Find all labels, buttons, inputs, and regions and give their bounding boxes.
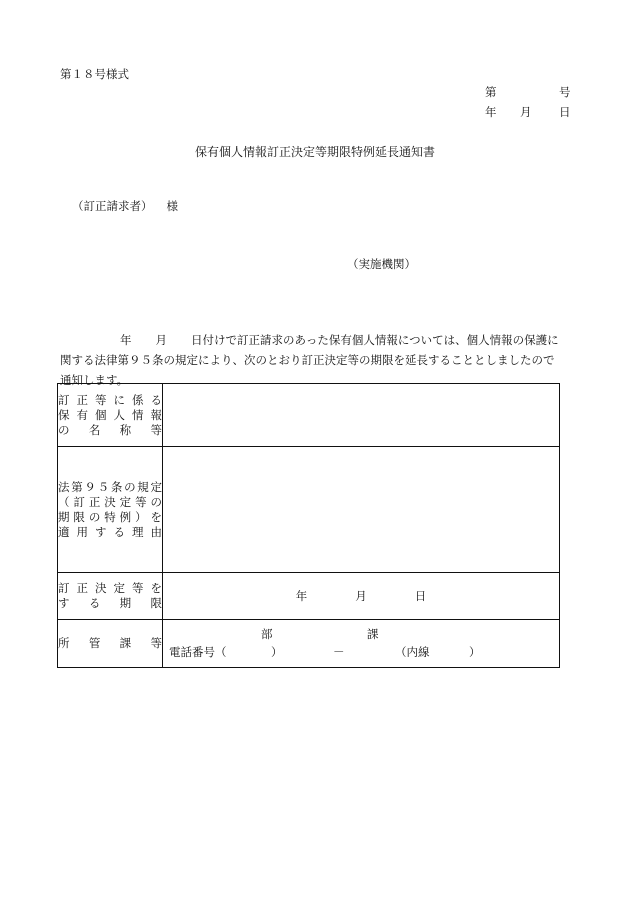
notice-body-line-2: 関する法律第９５条の規定により、次のとおり訂正決定等の期限を延長することとしましたので	[60, 353, 555, 367]
notice-body-line-1	[62, 330, 582, 350]
table-row-department	[58, 620, 560, 668]
issue-date-month: 月	[520, 105, 532, 119]
telephone-close-paren: ）	[271, 644, 283, 659]
notice-form-table	[57, 383, 560, 668]
reason-label: 法第９５条の規定 （訂正決定等の 期限の特例）を 適用する理由	[58, 447, 163, 573]
notice-body-line-3: 通知します。	[60, 373, 129, 387]
deadline-day: 日	[414, 589, 427, 603]
telephone-dash: －	[333, 644, 345, 659]
deadline-value-cell[interactable]	[163, 573, 560, 620]
table-row-deadline	[58, 573, 560, 620]
department-label: 所 管 課 等	[58, 620, 163, 668]
telephone-line	[163, 644, 559, 662]
telephone-label: 電話番号（	[169, 644, 227, 659]
implementing-agency: （実施機関）	[347, 257, 416, 271]
notice-body-line-1-text: 日付けで訂正請求のあった保有個人情報については、個人情報の保護に	[191, 333, 559, 347]
deadline-month: 月	[355, 589, 367, 603]
extension-close-paren: ）	[469, 644, 481, 659]
deadline-label: 訂正決定等を す る 期 限	[58, 573, 163, 620]
department-ka: 課	[367, 626, 379, 641]
table-row-reason	[58, 447, 560, 573]
table-row-subject	[58, 384, 560, 447]
deadline-year: 年	[295, 589, 308, 603]
issue-date-day: 日	[559, 105, 571, 119]
department-value-cell[interactable]	[163, 620, 560, 668]
subject-value-cell[interactable]	[163, 384, 560, 447]
document-number-suffix: 号	[559, 85, 571, 99]
notice-month: 月	[155, 333, 167, 347]
extension-label: （内線	[395, 644, 430, 659]
document-number-line	[485, 84, 571, 100]
addressee	[72, 198, 178, 214]
addressee-honorific: 様	[166, 199, 178, 213]
department-line	[163, 626, 559, 644]
addressee-name: （訂正請求者）	[72, 199, 153, 213]
issue-date-year: 年	[485, 105, 497, 119]
subject-label: 訂正等に係る 保有個人情報 の 名 称 等	[58, 384, 163, 447]
department-bu: 部	[261, 626, 273, 641]
notice-year: 年	[120, 333, 132, 347]
document-title: 保有個人情報訂正決定等期限特例延長通知書	[194, 145, 435, 159]
document-number-prefix: 第	[485, 85, 497, 99]
reason-value-cell[interactable]	[163, 447, 560, 573]
form-number: 第１８号様式	[60, 67, 129, 81]
notice-body	[62, 330, 582, 390]
